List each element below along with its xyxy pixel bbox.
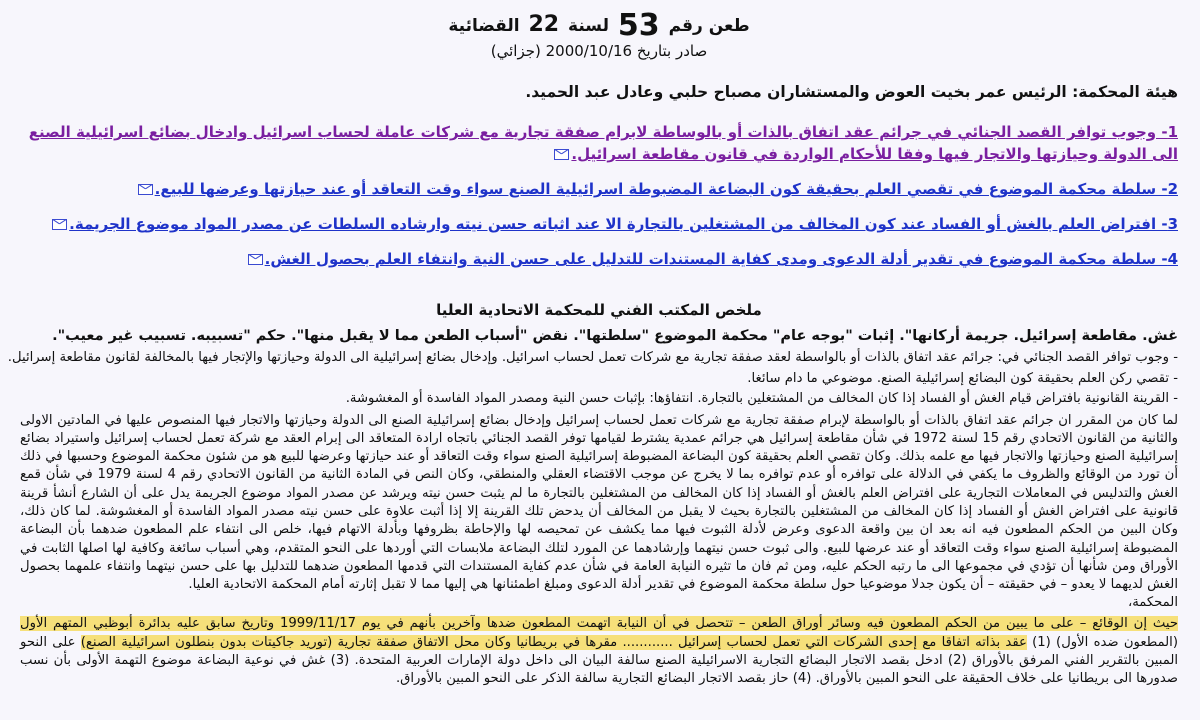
principle-link-2[interactable] xyxy=(20,178,1178,200)
year-suffix: القضائية xyxy=(448,16,520,36)
title-prefix: طعن رقم xyxy=(668,16,750,36)
facts-text: على النحو المبين بالتقرير الفني المرفق بالأوراق (2) ادخل بقصد الاتجار البضائع التجارية الاسرائيلية الصنع سالفة البيان الى داخل دولة الإمارات العربية المتحدة. (3) غش في نوعية البضاعة موضوع التهمة الأولى بأن نسب صدورها الى بريطانيا على خلاف الحقيقة على النحو المبين بالأوراق. (4) حاز بقصد الاتجار البضائع التجارية سالفة الذكر على النحو المبين بالأوراق. xyxy=(20,634,1178,687)
summary-keywords: غش. مقاطعة إسرائيل. جريمة أركانها". إثبات "بوجه عام" محكمة الموضوع "سلطتها". نقض "أسباب الطعن مما لا يقبل منها". حكم "تسبيبه. تسبيب غير معيب". xyxy=(52,328,1178,344)
principle-text: 3- افتراض العلم بالغش أو الفساد عند كون المخالف من المشتغلين بالتجارة الا عند اثباته حسن نيته وارشاده السلطات عن مصدر المواد موضوع الجريمة. xyxy=(69,215,1178,233)
principle-text: 1- وجوب توافر القصد الجنائي في جرائم عقد اتفاق بالذات أو بالوساطة لابرام صفقة تجارية مع شركات عاملة لحساب اسرائيل وادخال بضائع اسرائيلية الصنع الى الدولة وحيازتها والاتجار فيها وفقا للأحكام الواردة في قانون مقاطعة اسرائيل. xyxy=(28,123,1178,163)
principles-list xyxy=(20,121,1178,270)
year-label: لسنة xyxy=(568,16,609,36)
principle-link-1[interactable] xyxy=(20,121,1178,165)
envelope-icon[interactable] xyxy=(554,149,569,160)
highlighted-text: عقد بذاته اتفاقا مع إحدى الشركات التي تعمل لحساب إسرائيل ............ مقرها في بريطانيا وكان محل الاتفاق صفقة تجارية (توريد جاكيتات بدون بنطلون اسرائيلية الصنع) xyxy=(80,634,1027,650)
principle-text: 2- سلطة محكمة الموضوع في تقصي العلم بحقيقة كون البضاعة المضبوطة اسرائيلية الصنع سواء وقت التعاقد أو عند حيازتها وعرضها للبيع. xyxy=(154,180,1178,198)
issue-date: صادر بتاريخ 2000/10/16 (جزائي) xyxy=(490,42,708,60)
case-header xyxy=(20,0,1178,61)
envelope-icon[interactable] xyxy=(248,254,263,265)
case-number: 53 xyxy=(617,8,660,43)
court-panel: هيئة المحكمة: الرئيس عمر بخيت العوض والمستشاران مصباح حلبي وعادل عبد الحميد. xyxy=(525,83,1178,101)
case-title xyxy=(20,8,1178,43)
summary-bullet: - القرينة القانونية بافتراض قيام الغش أو الفساد إذا كان المخالف من المشتغلين بالتجارة. انتفاؤها: بإثبات حسن النية ومصدر المواد الفاسدة أو المغشوشة. xyxy=(345,391,1178,406)
principle-link-3[interactable] xyxy=(20,213,1178,235)
facts-text: (المطعون ضده الأول) (1) xyxy=(1026,634,1178,650)
principle-text: 4- سلطة محكمة الموضوع في تقدير أدلة الدعوى ومدى كفاية المستندات للتدليل على حسن النية وانتفاء العلم بحصول الغش. xyxy=(264,250,1178,268)
judicial-year: 22 xyxy=(528,12,560,37)
highlighted-text: حيث إن الوقائع – على ما يبين من الحكم المطعون فيه وسائر أوراق الطعن – تتحصل في أن النيابة اتهمت المطعون ضدها وآخرين بأنهم في يوم 1999/11/17 وتاريخ سابق عليه بدائرة أبوظبي المتهم الأول xyxy=(20,616,1178,632)
summary-title: ملخص المكتب الفني للمحكمة الاتحادية العليا xyxy=(436,301,762,319)
envelope-icon[interactable] xyxy=(52,219,67,230)
principle-link-4[interactable] xyxy=(20,248,1178,270)
summary-bullet: - وجوب توافر القصد الجنائي في: جرائم عقد اتفاق بالذات أو بالواسطة لعقد صفقة تجارية مع شركات تعمل لحساب اسرائيل. وإدخال بضائع إسرائيلية الى الدولة وحيازتها والإتجار فيها بالمخالفة لقانون مقاطعة إسرائيل. xyxy=(7,350,1178,365)
facts-paragraph xyxy=(20,615,1178,688)
summary-bullets xyxy=(7,348,1178,410)
envelope-icon[interactable] xyxy=(138,184,153,195)
summary-paragraph: لما كان من المقرر ان جرائم عقد اتفاق بالذات أو بالواسطة لإبرام صفقة تجارية مع شركات تعمل لحساب إسرائيل وإدخال بضائع إسرائيلية الصنع الى الدولة وحيازتها والاتجار فيها المنصوص عليها في المادتين الاولى والثانية من القانون الاتحادي رقم 15 لسنة 1972 في شأن مقاطعة إسرائيل هي جرائم عمدية يشترط لقيامها توفر القصد الجنائي باتجاه ارادة المتعاقد الى إبرام العقد مع شركة تعمل لحساب إسرائيل واستيراد بضائع إسرائيلية الصنع وحيازتها والاتجار فيها مع علمه بذلك. وكان تقصي العلم بحقيقة كون البضاعة المضبوطة إسرائيلية الصنع سواء وقت التعاقد أو عند حيازتها وعرضها للبيع هو من شئون محكمة الموضوع وحسبها في ذلك أن تورد من الوقائع والظروف ما يكفي في الدلالة على توافره أو عدم توافره بما لا يخرج عن موجب الاقتضاء العقلي والمنطقي، وكان النص في المادة الثانية من القانون الاتحادي رقم 4 لسنة 1979 في شأن قمع الغش والتدليس في المعاملات التجارية على افتراض العلم بالغش أو الفساد إذا كان المخالف من المشتغلين بالتجارة ما لم يثبت حسن نيته ويرشد عن مصدر المواد موضوع الجريمة يدل على أن الشارع أنشأ قرينة قانونية على افتراض الغش أو الفساد إذا كان المخالف من المشتغلين بالتجارة بحيث لا يقبل من المخالف أن يدحض تلك القرينة إلا إذا أثبت علاوة على حسن نيته مصدر المواد الفاسدة أو المغشوشة. لما كان ذلك، وكان البين من الحكم المطعون فيه انه بعد ان بين واقعة الدعوى وعرض لأدلة الثبوت فيها مما يكشف عن تمحيصه لها والإحاطة بظروفها وبأدلة الاتهام فيها، خلص الى انتفاء علم المطعون ضدهما بأن البضاعة المضبوطة إسرائيلية الصنع سواء وقت التعاقد أو عند عرضها للبيع. والى ثبوت حسن نيتهما وإرشادهما عن المورد لتلك البضاعة ملابسات التي أوردها على النحو المتقدم، وهي أسباب سائغة وكافية لها اصلها الثابت في الأوراق ومن شأنها أن تؤدي في مجموعها الى ما رتبه الحكم عليه، ومن ثم فان ما تثيره النيابة العامة في شأن عدم كفاية المستندات التي قدمها المطعون ضدهما للتدليل بها على حسن نيتهما وانتفاء علمهما بحصول الغش لديهما لا يعدو – في حقيقته – أن يكون جدلا موضوعيا حول سلطة محكمة الموضوع في تقدير أدلة الدعوى ومبلغ اطمئنانها هي إليها مما لا تقبل إثارته أمام المحكمة الاتحادية العليا. xyxy=(20,412,1179,593)
court-label: المحكمة، xyxy=(1127,595,1178,611)
summary-bullet: - تقصي ركن العلم بحقيقة كون البضائع إسرائيلية الصنع. موضوعي ما دام سائغا. xyxy=(747,370,1178,386)
